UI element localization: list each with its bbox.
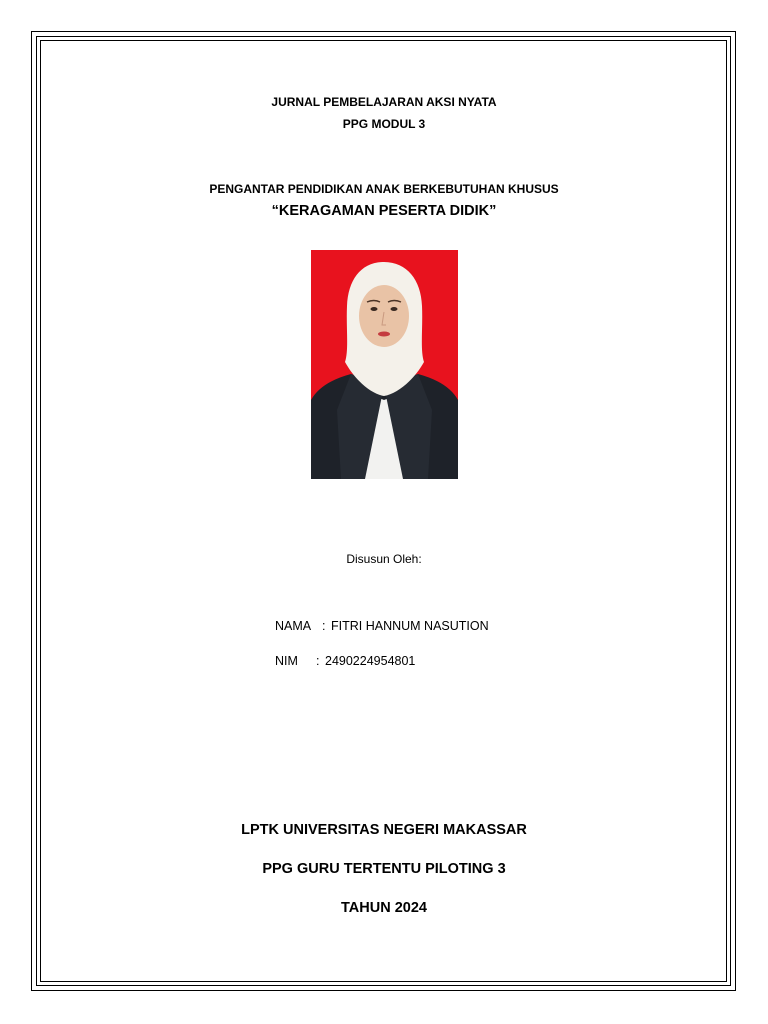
journal-title: JURNAL PEMBELAJARAN AKSI NYATA: [271, 95, 497, 109]
course-name: PENGANTAR PENDIDIKAN ANAK BERKEBUTUHAN KHUSUS: [209, 182, 559, 196]
nim-separator: :: [316, 654, 320, 668]
nim-label: NIM: [275, 654, 298, 668]
name-value: FITRI HANNUM NASUTION: [331, 619, 489, 633]
year-label: TAHUN 2024: [341, 900, 427, 916]
program-name: PPG GURU TERTENTU PILOTING 3: [262, 861, 506, 877]
course-topic: “KERAGAMAN PESERTA DIDIK”: [271, 203, 497, 219]
name-separator: :: [322, 619, 326, 633]
author-photo: [311, 250, 458, 479]
institution-name: LPTK UNIVERSITAS NEGERI MAKASSAR: [241, 822, 527, 838]
name-label: NAMA: [275, 619, 312, 633]
nim-value: 2490224954801: [325, 654, 416, 668]
module-title: PPG MODUL 3: [342, 117, 426, 131]
compiled-by-label: Disusun Oleh:: [346, 552, 422, 566]
